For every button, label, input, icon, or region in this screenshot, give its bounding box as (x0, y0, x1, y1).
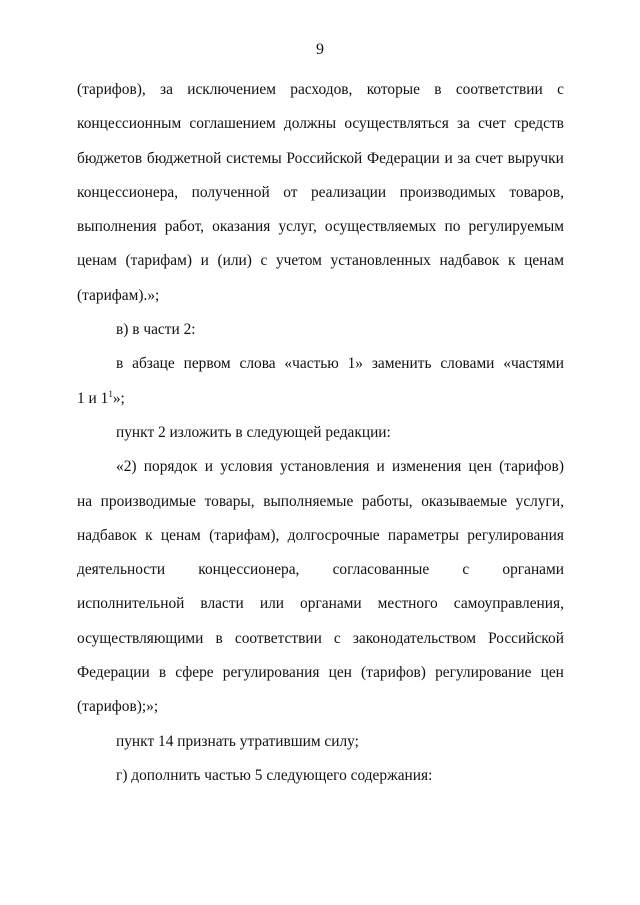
word: к (145, 526, 153, 544)
paragraph-first-line: г) дополнить частью 5 следующего содержания: (116, 766, 433, 784)
paragraph-first-line: в) в части 2: (116, 321, 196, 339)
word: и (376, 458, 385, 476)
word: выручки (507, 149, 564, 167)
word: в (215, 629, 223, 647)
text-line (77, 557, 564, 591)
word: за (457, 115, 470, 133)
word: с (333, 629, 341, 647)
word: органами (300, 595, 362, 613)
word: условия (220, 458, 273, 476)
word: услуг, (278, 218, 317, 236)
word: оказываемые (421, 492, 508, 510)
text-line (77, 660, 564, 694)
text-line (77, 77, 564, 111)
word: «частью (284, 355, 339, 373)
word: ценам (524, 252, 564, 270)
text-line (77, 146, 564, 180)
text-line: (тарифов);»; (77, 698, 159, 716)
paragraph-first-line: пункт 2 изложить в следующей редакции: (116, 423, 391, 441)
word: расходов, (290, 81, 353, 98)
word: деятельности (77, 561, 166, 579)
word: «2) (116, 458, 137, 476)
word: сфере (175, 664, 214, 682)
word: осуществляемых (324, 218, 437, 236)
word: абзаце (132, 355, 175, 373)
word: средств (514, 115, 564, 133)
text-line (77, 111, 564, 145)
word: соответствии (234, 629, 322, 647)
word: регулирование (435, 664, 532, 682)
word: порядок (143, 458, 198, 476)
word: «частями (503, 355, 564, 373)
text-line: (тарифам).»; (77, 286, 160, 304)
word: услуги, (515, 492, 564, 510)
word: соответствии (455, 81, 543, 98)
page-number: 9 (316, 41, 324, 58)
word: и (200, 252, 209, 270)
word: выполняемые (263, 492, 354, 510)
word: (тарифов), (77, 81, 146, 98)
text-line (77, 214, 564, 248)
word: регулирования (467, 526, 564, 544)
word: законодательством (352, 629, 476, 647)
document-body (77, 77, 564, 797)
word: Российской (286, 149, 363, 167)
word: цен (328, 664, 352, 682)
word: товары, (204, 492, 255, 510)
word: в (116, 355, 124, 373)
word: работы, (361, 492, 413, 510)
word: должны (283, 115, 337, 133)
text-line (77, 489, 564, 523)
word: реализации (310, 183, 387, 201)
word: бюджетов (77, 149, 143, 167)
word: концессионным (77, 115, 182, 133)
word: по (444, 218, 461, 236)
word: полученной (191, 183, 270, 201)
word: ценам (77, 252, 117, 270)
word: власти (200, 595, 244, 613)
word: от (283, 183, 298, 201)
word: (или) (217, 252, 252, 270)
word: за (160, 81, 173, 98)
word: на (77, 492, 93, 510)
word: Федерации (367, 149, 440, 167)
word: изменения (392, 458, 462, 476)
word: первом (183, 355, 231, 373)
word: согласованные (332, 561, 430, 579)
word: Федерации (77, 664, 150, 682)
word: органами (502, 561, 564, 579)
word: концессионера, (77, 183, 179, 201)
paragraph-first-line (77, 454, 564, 488)
word: цен (540, 664, 564, 682)
text-fragment: »; (112, 389, 125, 407)
word: товаров, (509, 183, 564, 201)
word: параметры (387, 526, 460, 544)
word: установления (279, 458, 370, 476)
word: исполнительной (77, 595, 185, 613)
word: которые (366, 81, 420, 98)
word: или (259, 595, 284, 613)
word: с (260, 252, 268, 270)
text-line (77, 248, 564, 282)
word: словами (440, 355, 495, 373)
word: и (444, 149, 453, 167)
word: (тарифам), (209, 526, 280, 544)
word: в (434, 81, 442, 98)
word: цен (468, 458, 492, 476)
word: системы (226, 149, 282, 167)
word: 1» (347, 355, 363, 373)
word: ценам (160, 526, 201, 544)
word: осуществляться (344, 115, 449, 133)
word: исключением (187, 81, 276, 98)
word: установленных (330, 252, 431, 270)
word: к (508, 252, 516, 270)
text-line (77, 386, 564, 420)
word: и (204, 458, 213, 476)
word: с (462, 561, 470, 579)
word: Российской (488, 629, 564, 647)
superscript: 1 (108, 388, 113, 399)
text-fragment: 1 и 1 (77, 389, 109, 407)
paragraph-first-line: пункт 14 признать утратившим силу; (116, 732, 359, 750)
word: (тарифам) (125, 252, 192, 270)
word: местного (377, 595, 438, 613)
word: оказания (212, 218, 271, 236)
word: заменить (371, 355, 432, 373)
word: в (158, 664, 167, 682)
word: бюджетной (146, 149, 222, 167)
word: надбавок (77, 526, 137, 544)
word: слова (239, 355, 276, 373)
word: производимые (100, 492, 197, 510)
word: (тарифов) (499, 458, 564, 476)
word: осуществляющими (77, 629, 204, 647)
word: за (457, 149, 471, 167)
word: надбавок (439, 252, 500, 270)
word: долгосрочные (287, 526, 380, 544)
word: самоуправления, (453, 595, 564, 613)
text-line (77, 591, 564, 625)
text-line (77, 180, 564, 214)
word: (тарифов) (361, 664, 426, 682)
word: концессионера, (198, 561, 300, 579)
paragraph-first-line (77, 351, 564, 385)
text-line (77, 523, 564, 557)
word: производимых (399, 183, 496, 201)
word: счет (475, 149, 503, 167)
word: счет (478, 115, 506, 133)
word: регулируемым (468, 218, 564, 236)
word: с (557, 81, 564, 98)
word: соглашением (189, 115, 276, 133)
word: выполнения (77, 218, 157, 236)
word: регулирования (222, 664, 320, 682)
word: работ, (164, 218, 205, 236)
word: учетом (275, 252, 322, 270)
text-line (77, 626, 564, 660)
